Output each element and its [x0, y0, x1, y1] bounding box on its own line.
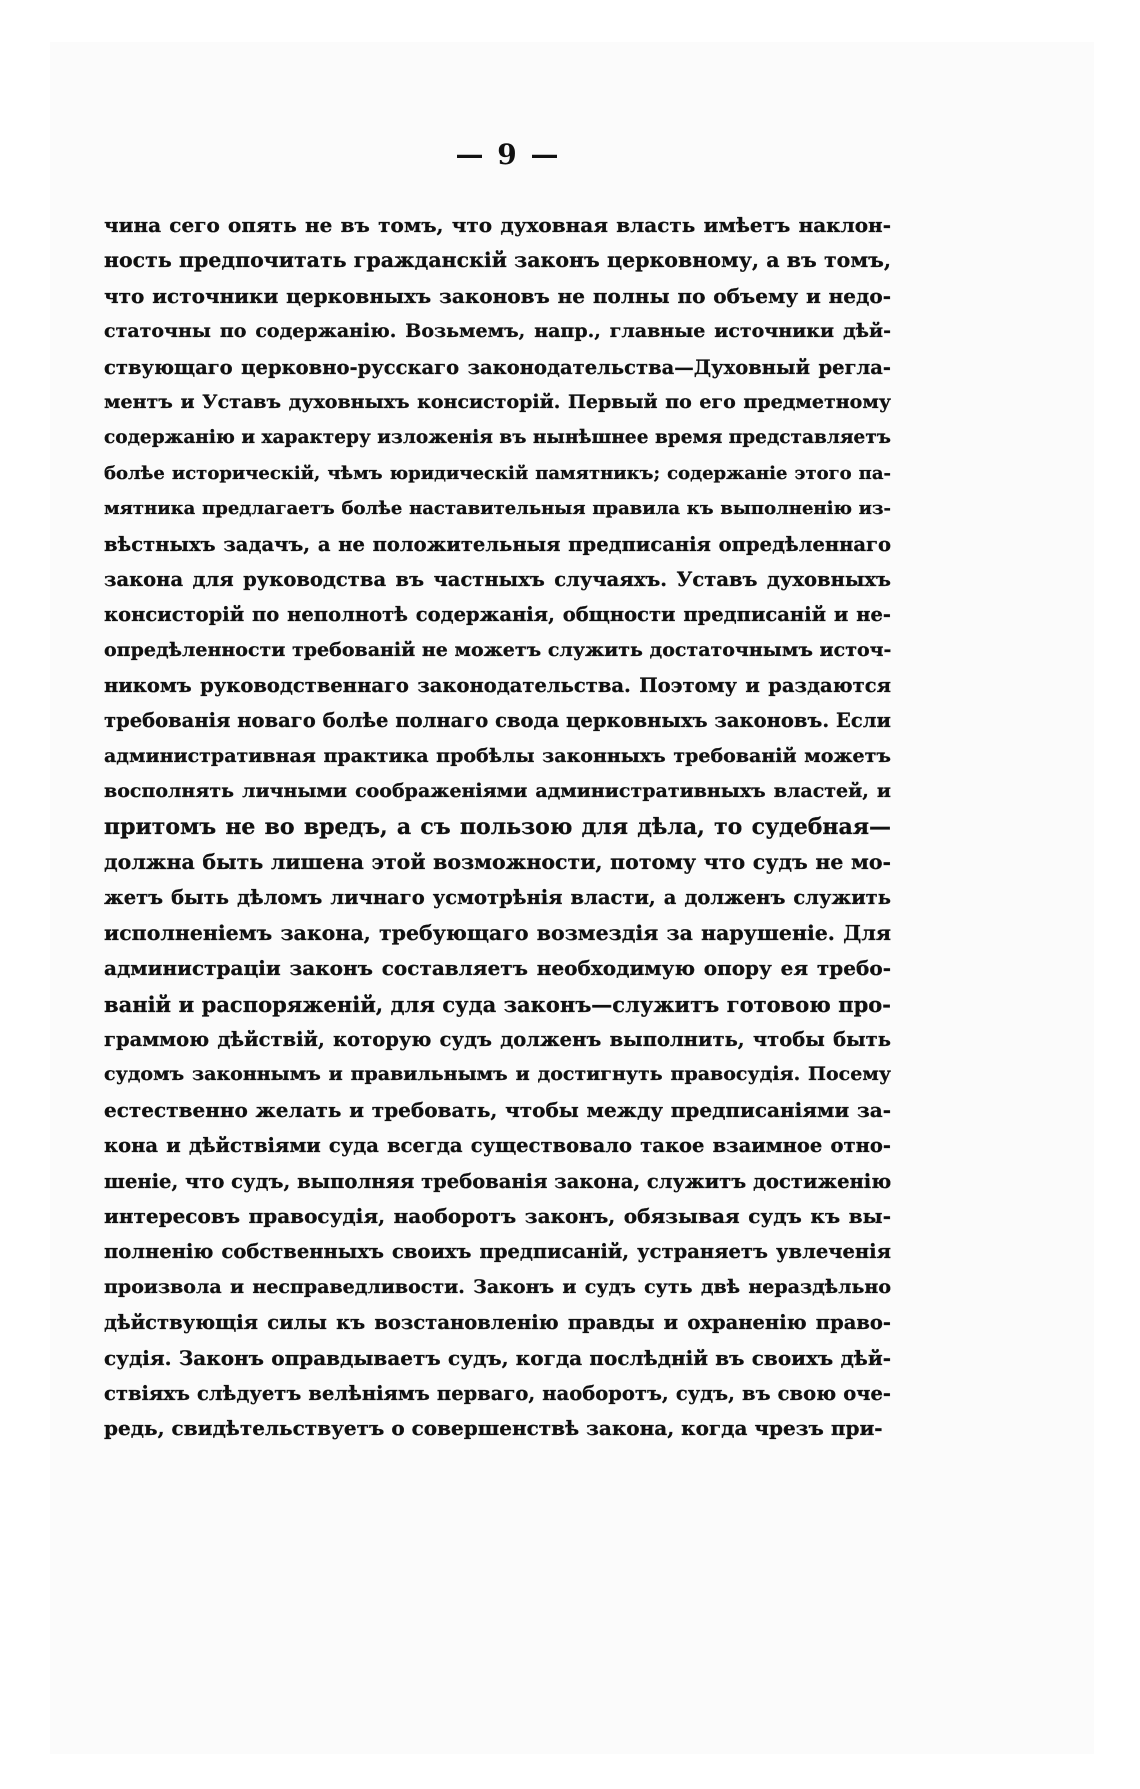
- page-number: — 9 —: [455, 138, 561, 171]
- text-line: мятника предлагаетъ болѣе наставительныя правила къ выполненію из-: [104, 498, 891, 520]
- text-line: должна быть лишена этой возможности, потому что судъ не мо-: [104, 850, 891, 875]
- text-line: опредѣленности требованій не можетъ служить достаточнымъ источ-: [104, 638, 892, 661]
- text-line: ность предпочитать гражданскій законъ церковному, а въ томъ,: [104, 248, 891, 273]
- text-line: содержанію и характеру изложенія въ нынѣшнее время представляетъ: [104, 427, 891, 449]
- text-line: болѣе историческій, чѣмъ юридическій памятникъ; содержаніе этого па-: [104, 462, 891, 484]
- text-line: административная практика пробѣлы законныхъ требованій можетъ: [104, 744, 891, 767]
- text-line: вѣстныхъ задачъ, а не положительныя предписанія опредѣленнаго: [104, 532, 891, 556]
- text-line: требованія новаго болѣе полнаго свода церковныхъ законовъ. Если: [104, 709, 891, 733]
- body-text: [104, 208, 891, 1447]
- text-line: естественно желать и требовать, чтобы между предписаніями за-: [104, 1097, 891, 1122]
- text-line: ствіяхъ слѣдуетъ велѣніямъ перваго, наоборотъ, судъ, въ свою оче-: [104, 1381, 891, 1405]
- text-line: чина сего опять не въ томъ, что духовная власть имѣетъ наклон-: [104, 213, 891, 237]
- text-line: статочны по содержанію. Возьмемъ, напр., главные источники дѣй-: [104, 320, 891, 343]
- text-line: притомъ не во вредъ, а съ пользою для дѣла, то судебная—: [104, 813, 891, 840]
- text-line: полненію собственныхъ своихъ предписаній, устраняетъ увлеченія: [104, 1240, 891, 1264]
- text-line: исполненіемъ закона, требующаго возмездія за нарушеніе. Для: [104, 920, 891, 945]
- text-line: никомъ руководственнаго законодательства. Поэтому и раздаются: [104, 674, 891, 698]
- text-line: ствующаго церковно-русскаго законодательства—Духовный регла-: [104, 355, 891, 379]
- text-line: дѣйствующія силы къ возстановленію правды и охраненію право-: [104, 1311, 891, 1335]
- text-line: администраціи законъ составляетъ необходимую опору ея требо-: [104, 956, 891, 981]
- text-line: закона для руководства въ частныхъ случаяхъ. Уставъ духовныхъ: [104, 567, 891, 591]
- text-line: интересовъ правосудія, наоборотъ законъ, обязывая судъ къ вы-: [104, 1203, 891, 1228]
- text-line: редь, свидѣтельствуетъ о совершенствѣ закона, когда чрезъ при-: [104, 1416, 883, 1441]
- text-line: ваній и распоряженій, для суда законъ—служитъ готовою про-: [104, 991, 891, 1017]
- text-line: жетъ быть дѣломъ личнаго усмотрѣнія власти, а долженъ служить: [104, 886, 891, 910]
- text-line: произвола и несправедливости. Законъ и судъ суть двѣ нераздѣльно: [104, 1275, 891, 1298]
- text-line: граммою дѣйствій, которую судъ долженъ выполнить, чтобы быть: [104, 1027, 891, 1051]
- text-line: ментъ и Уставъ духовныхъ консисторій. Первый по его предметному: [104, 390, 891, 413]
- text-line: судомъ законнымъ и правильнымъ и достигнуть правосудія. Посему: [104, 1063, 891, 1086]
- text-line: восполнять личными соображеніями административныхъ властей, и: [104, 780, 891, 803]
- text-line: шеніе, что судъ, выполняя требованія закона, служитъ достиженію: [104, 1169, 892, 1193]
- text-line: кона и дѣйствіями суда всегда существовало такое взаимное отно-: [104, 1134, 891, 1158]
- text-line: что источники церковныхъ законовъ не полны по объему и недо-: [104, 283, 891, 308]
- text-line: судія. Законъ оправдываетъ судъ, когда послѣдній въ своихъ дѣй-: [104, 1345, 891, 1370]
- text-line: консисторій по неполнотѣ содержанія, общности предписаній и не-: [104, 603, 891, 627]
